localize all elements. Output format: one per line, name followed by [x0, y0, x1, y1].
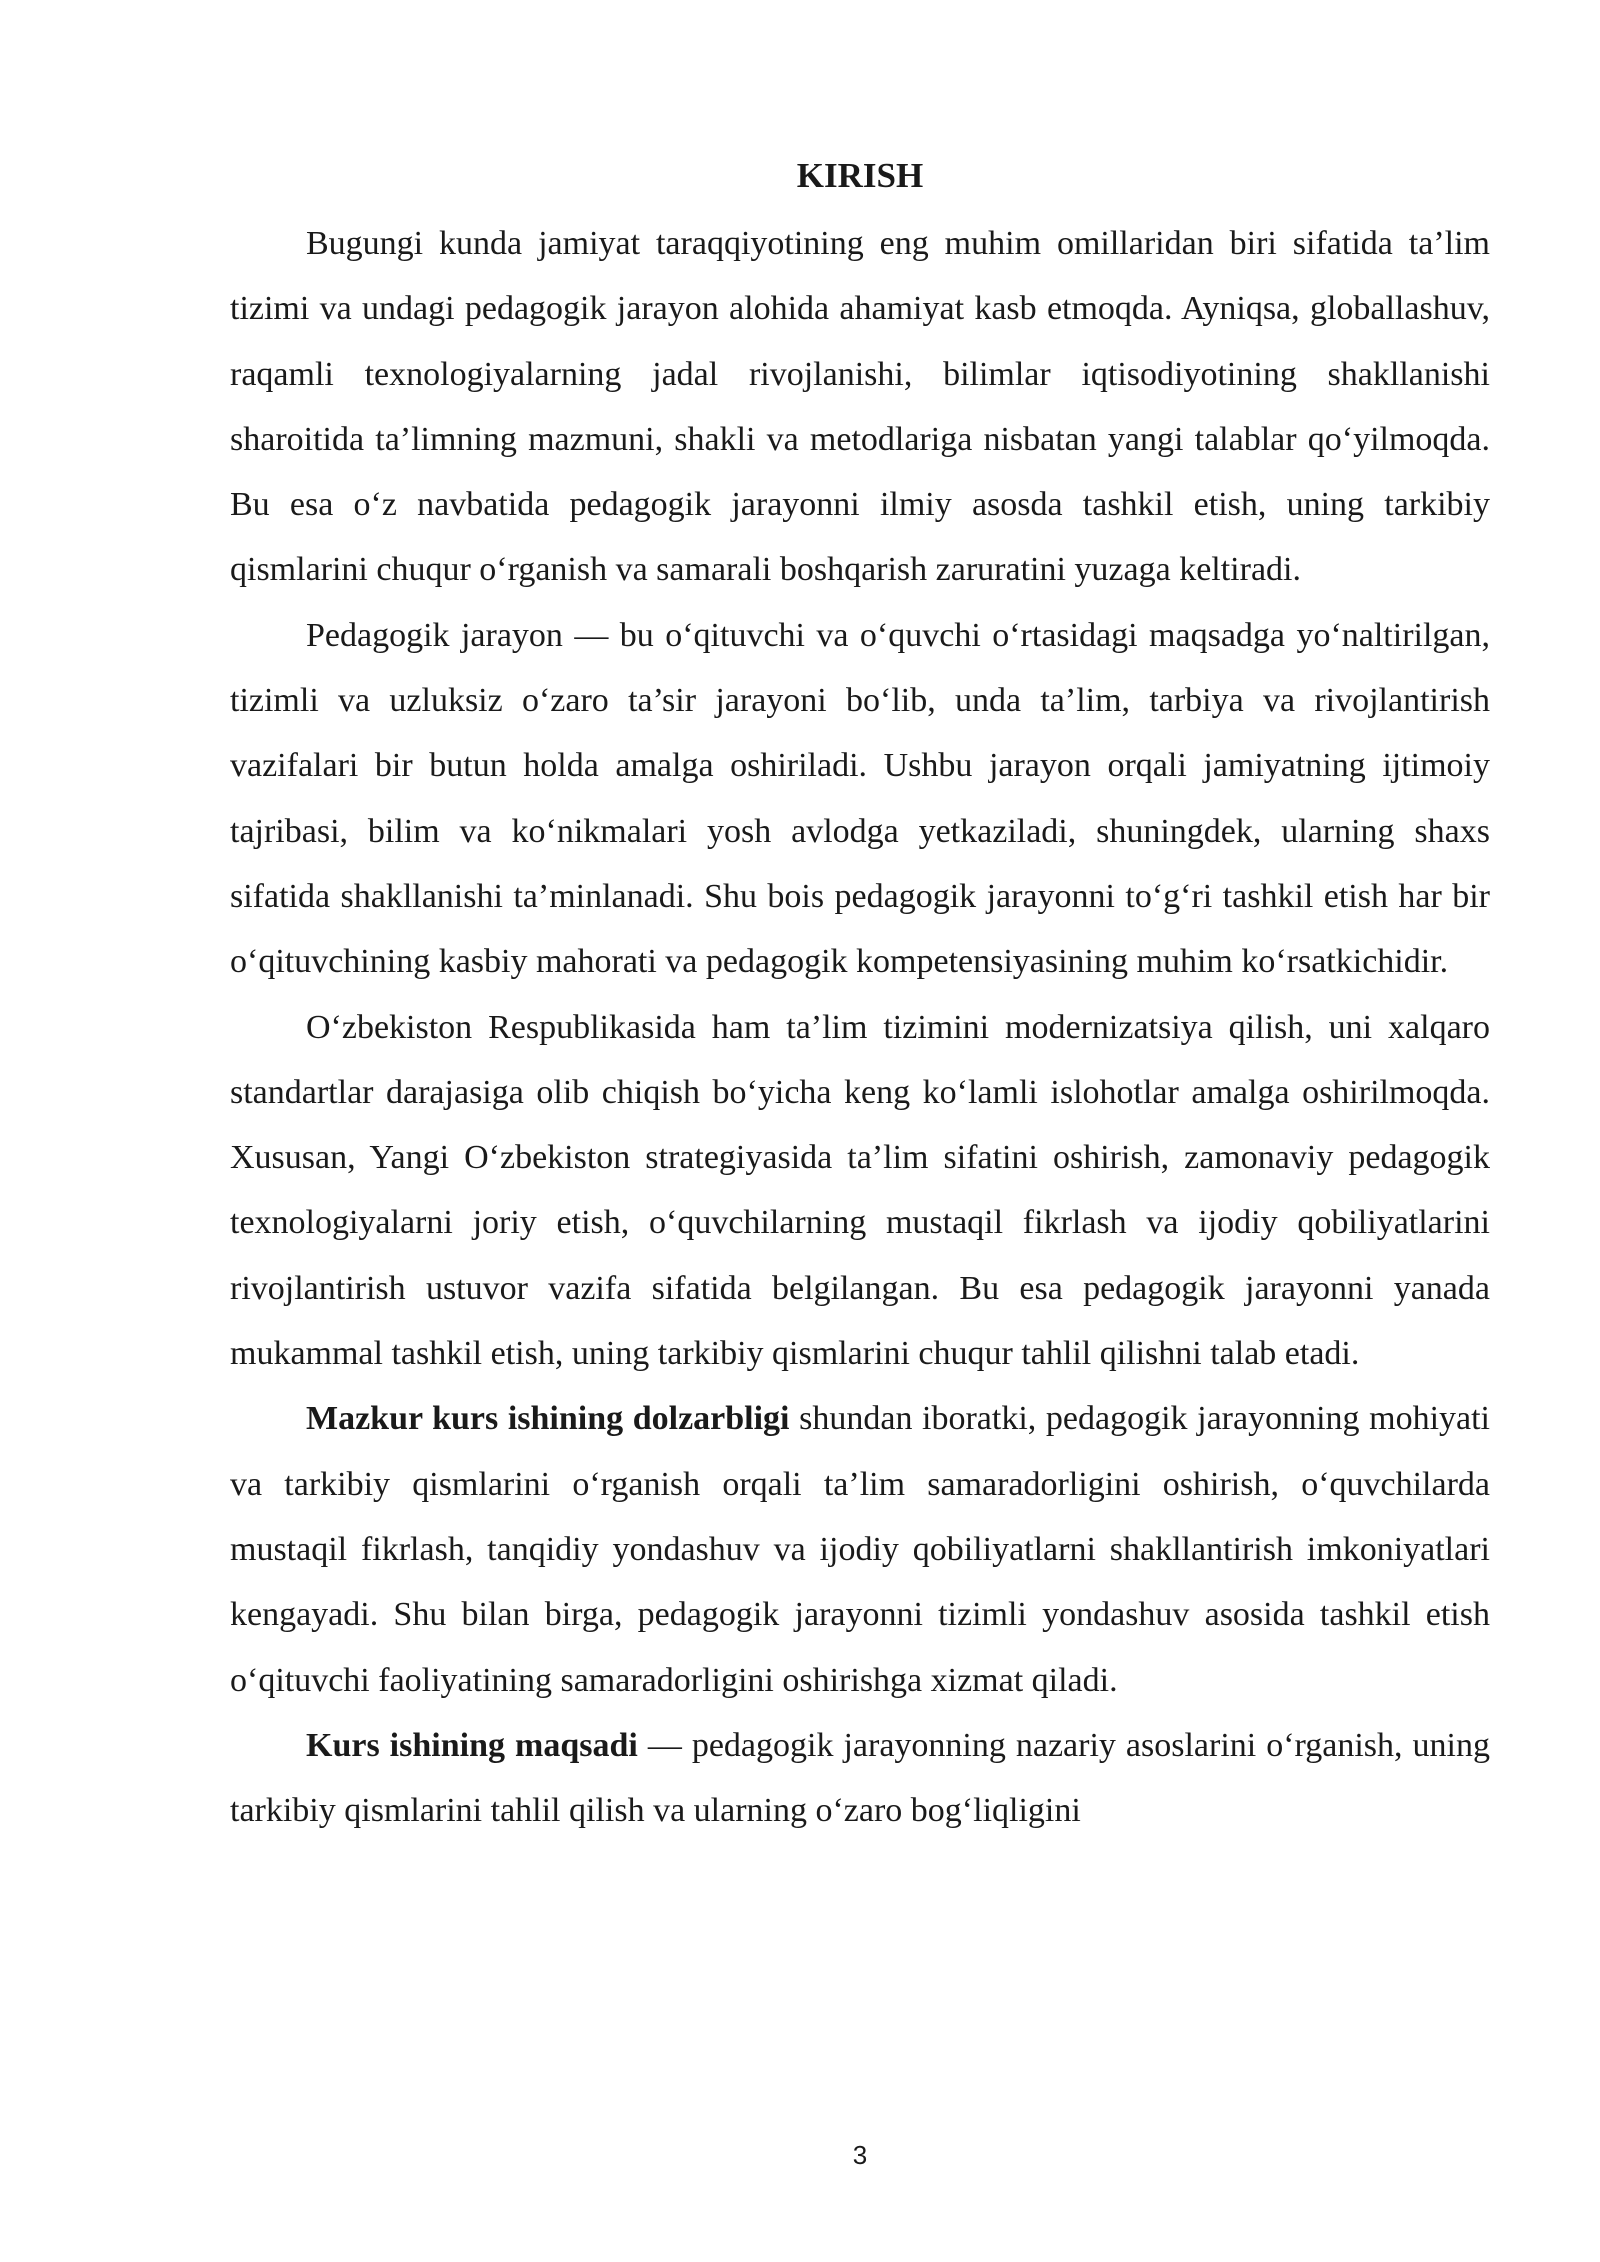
goal-text: — pedagogik jarayonning nazariy asoslarini o‘rganish, uning tarkibiy qismlarini tahlil qilish va ularning o‘zaro bog‘liqligini — [230, 1726, 1490, 1830]
paragraph-uzbekistan-reforms: O‘zbekiston Respublikasida ham ta’lim tizimini modernizatsiya qilish, uni xalqaro standartlar darajasiga olib chiqish bo‘yicha keng ko‘lamli islohotlar amalga oshirilmoqda. Xususan, Yangi O‘zbekiston strategiyasida ta’lim sifatini oshirish, zamonaviy pedagogik texnologiyalarni joriy etish, o‘quvchilarning mustaqil fikrlash va ijodiy qobiliyatlarini rivojlantirish ustuvor vazifa sifatida belgilangan. Bu esa pedagogik jarayonni yanada mukammal tashkil etish, uning tarkibiy qismlarini chuqur tahlil qilishni talab etadi. — [230, 1008, 1490, 1373]
relevance-label: Mazkur kurs ishining dolzarbligi — [306, 1400, 790, 1438]
goal-label: Kurs ishining maqsadi — [306, 1726, 638, 1764]
paragraph-pedagogical-process: Pedagogik jarayon — bu o‘qituvchi va o‘quvchi o‘rtasidagi maqsadga yo‘naltirilgan, tizimli va uzluksiz o‘zaro ta’sir jarayoni bo‘lib, unda ta’lim, tarbiya va rivojlantirish vazifalari bir butun holda amalga oshiriladi. Ushbu jarayon orqali jamiyatning ijtimoiy tajribasi, bilim va ko‘nikmalari yosh avlodga yetkaziladi, shuningdek, ularning shaxs sifatida shakllanishi ta’minlanadi. Shu bois pedagogik jarayonni to‘g‘ri tashkil etish har bir o‘qituvchining kasbiy mahorati va pedagogik kompetensiyasining muhim ko‘rsatkichidir. — [230, 616, 1490, 981]
page-content — [230, 146, 1490, 1843]
paragraph-intro: Bugungi kunda jamiyat taraqqiyotining eng muhim omillaridan biri sifatida ta’lim tizimi va undagi pedagogik jarayon alohida ahamiyat kasb etmoqda. Ayniqsa, globallashuv, raqamli texnologiyalarning jadal rivojlanishi, bilimlar iqtisodiyotining shakllanishi sharoitida ta’limning mazmuni, shakli va metodlariga nisbatan yangi talablar qo‘yilmoqda. Bu esa o‘z navbatida pedagogik jarayonni ilmiy asosda tashkil etish, uning tarkibiy qismlarini chuqur o‘rganish va samarali boshqarish zaruratini yuzaga keltiradi. — [230, 225, 1490, 589]
paragraph-goal — [230, 1713, 1490, 1844]
paragraph-relevance — [230, 1386, 1490, 1712]
page-number: 3 — [852, 2140, 868, 2170]
relevance-text: shundan iboratki, pedagogik jarayonning mohiyati va tarkibiy qismlarini o‘rganish orqali ta’lim samaradorligini oshirish, o‘quvchilarda mustaqil fikrlash, tanqidiy yondashuv va ijodiy qobiliyatlarni shakllantirish imkoniyatlari kengayadi. Shu bilan birga, pedagogik jarayonni tizimli yondashuv asosida tashkil etish o‘qituvchi faoliyatining samaradorligini oshirishga xizmat qiladi. — [230, 1400, 1490, 1699]
section-heading: KIRISH — [796, 156, 924, 195]
